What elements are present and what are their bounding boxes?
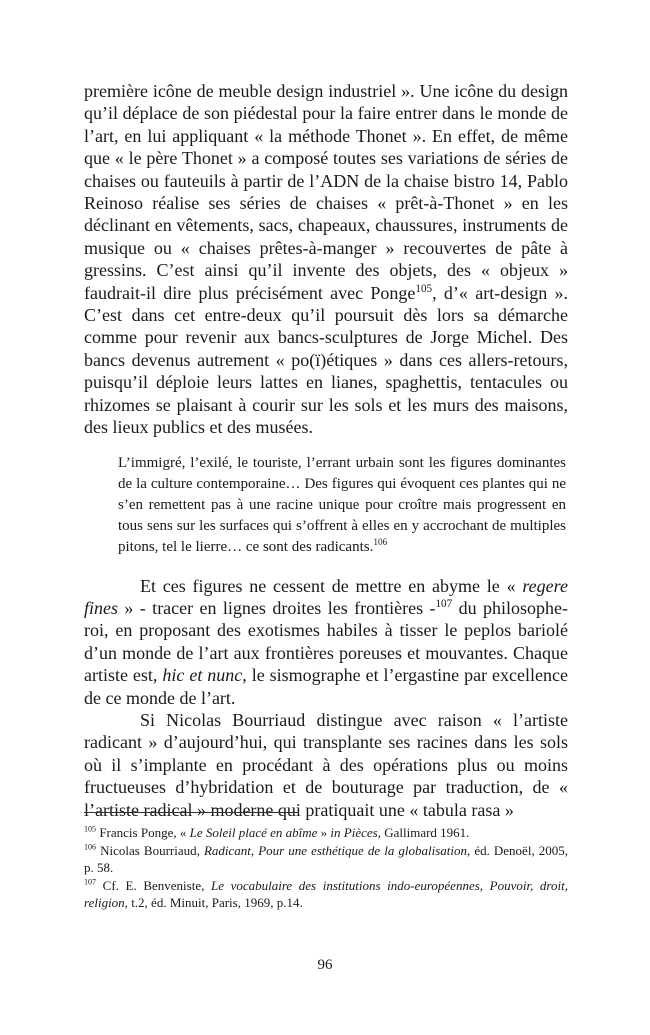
text-run: t.2, éd. Minuit, Paris, 1969, p.14. <box>127 895 303 910</box>
footnote-ref: 106 <box>84 842 97 852</box>
italic-text: in Pièces <box>330 825 378 840</box>
footnotes <box>84 824 568 912</box>
paragraph-1 <box>84 80 568 439</box>
text-run: Cf. E. Benveniste, <box>96 877 211 893</box>
text-run: Francis Ponge, « <box>96 825 190 840</box>
text-run: Et ces figures ne cessent de mettre en abyme le « <box>140 575 523 596</box>
text-run: Si Nicolas Bourriaud distingue avec raison « l’artiste radicant » d’aujourd’hui, qui transplante ses racines dans les sols où il s’implante en procédant à des opérations plus ou moins fructueuses d’hybridation et de bouturage par traduction, de « l’artiste radical » moderne qui pratiquait une « tabula rasa » <box>84 709 568 820</box>
text-run: » <box>317 825 331 840</box>
text-run: première icône de meuble design industriel ». Une icône du design qu’il déplace de son piédestal pour la faire entrer dans le monde de l’art, en lui appliquant « la méthode Thonet ». En effet, de même que « le père Thonet » a composé toutes ses variations de séries de chaises ou fauteuils à partir de l’ADN de la chaise bistro 14, Pablo Reinoso réalise ses séries de chaises « prêt-à-Thonet » en les déclinant en vêtements, sacs, chapeaux, chaussures, instruments de musique ou « chaises prêtes-à-manger » recouvertes de pâte à gressins. C’est ainsi qu’il invente des objets, des « objeux » faudrait-il dire plus précisément avec Ponge <box>84 81 568 303</box>
footnote-ref: 105 <box>415 282 433 295</box>
text-run: » - tracer en lignes droites les frontières - <box>118 597 436 618</box>
italic-text: Le vocabulaire des institutions indo-européennes, Pouvoir, droit, religion, <box>84 877 568 910</box>
text-run: , d’« art-design ». C’est dans cet entre-deux qu’il poursuit dès lors sa démarche comme pour revenir aux bancs-sculptures de Jorge Michel. Des bancs devenus autrement « po(ï)étiques » dans ces allers-retours, puisqu’il déploie leurs lattes en lianes, spaghettis, tentacules ou rhizomes se plaisant à courir sur les sols et les murs des maisons, des lieux publics et des musées. <box>84 282 568 438</box>
text-run: , le sismographe et l’ergastine par excellence de ce monde de l’art. <box>84 665 568 708</box>
text-run: L’immigré, l’exilé, le touriste, l’errant urbain sont les figures dominantes de la culture contemporaine… Des figures qui évoquent ces plantes qui ne s’en remettent pas à une racine unique pour croître mais progressent en tous sens sur les surfaces qui s’offrent à elles en y accrochant de multiples pitons, tel le lierre… ce sont des radicants. <box>118 454 566 555</box>
footnote-105 <box>84 824 568 842</box>
footnote-ref: 107 <box>435 597 453 610</box>
text-run: du philosophe-roi, en proposant des exotismes habiles à tisser le peplos bariolé d’un monde de l’art aux frontières poreuses et mouvantes. Chaque artiste est, <box>84 597 568 686</box>
page-number: 96 <box>317 957 333 973</box>
paragraph-3 <box>84 709 568 821</box>
paragraph-2 <box>84 575 568 709</box>
footnote-ref: 107 <box>84 877 97 887</box>
text-run: Nicolas Bourriaud, <box>96 842 204 858</box>
italic-text: hic et nunc <box>162 665 243 686</box>
footnote-107 <box>84 877 568 912</box>
italic-text: Le Soleil placé en abîme <box>189 825 318 840</box>
footnote-ref: 106 <box>373 537 388 548</box>
body-text <box>84 80 568 821</box>
text-run: , Gallimard 1961. <box>377 825 470 840</box>
footnote-106 <box>84 842 568 877</box>
footnote-divider <box>84 812 299 813</box>
block-quote <box>118 453 566 558</box>
footnote-ref: 105 <box>84 824 97 834</box>
italic-text: Radicant, Pour une esthétique de la globalisation <box>203 842 467 858</box>
text-run: , éd. Denoël, 2005, p. 58. <box>84 842 569 875</box>
italic-text: regere fines <box>84 575 568 618</box>
